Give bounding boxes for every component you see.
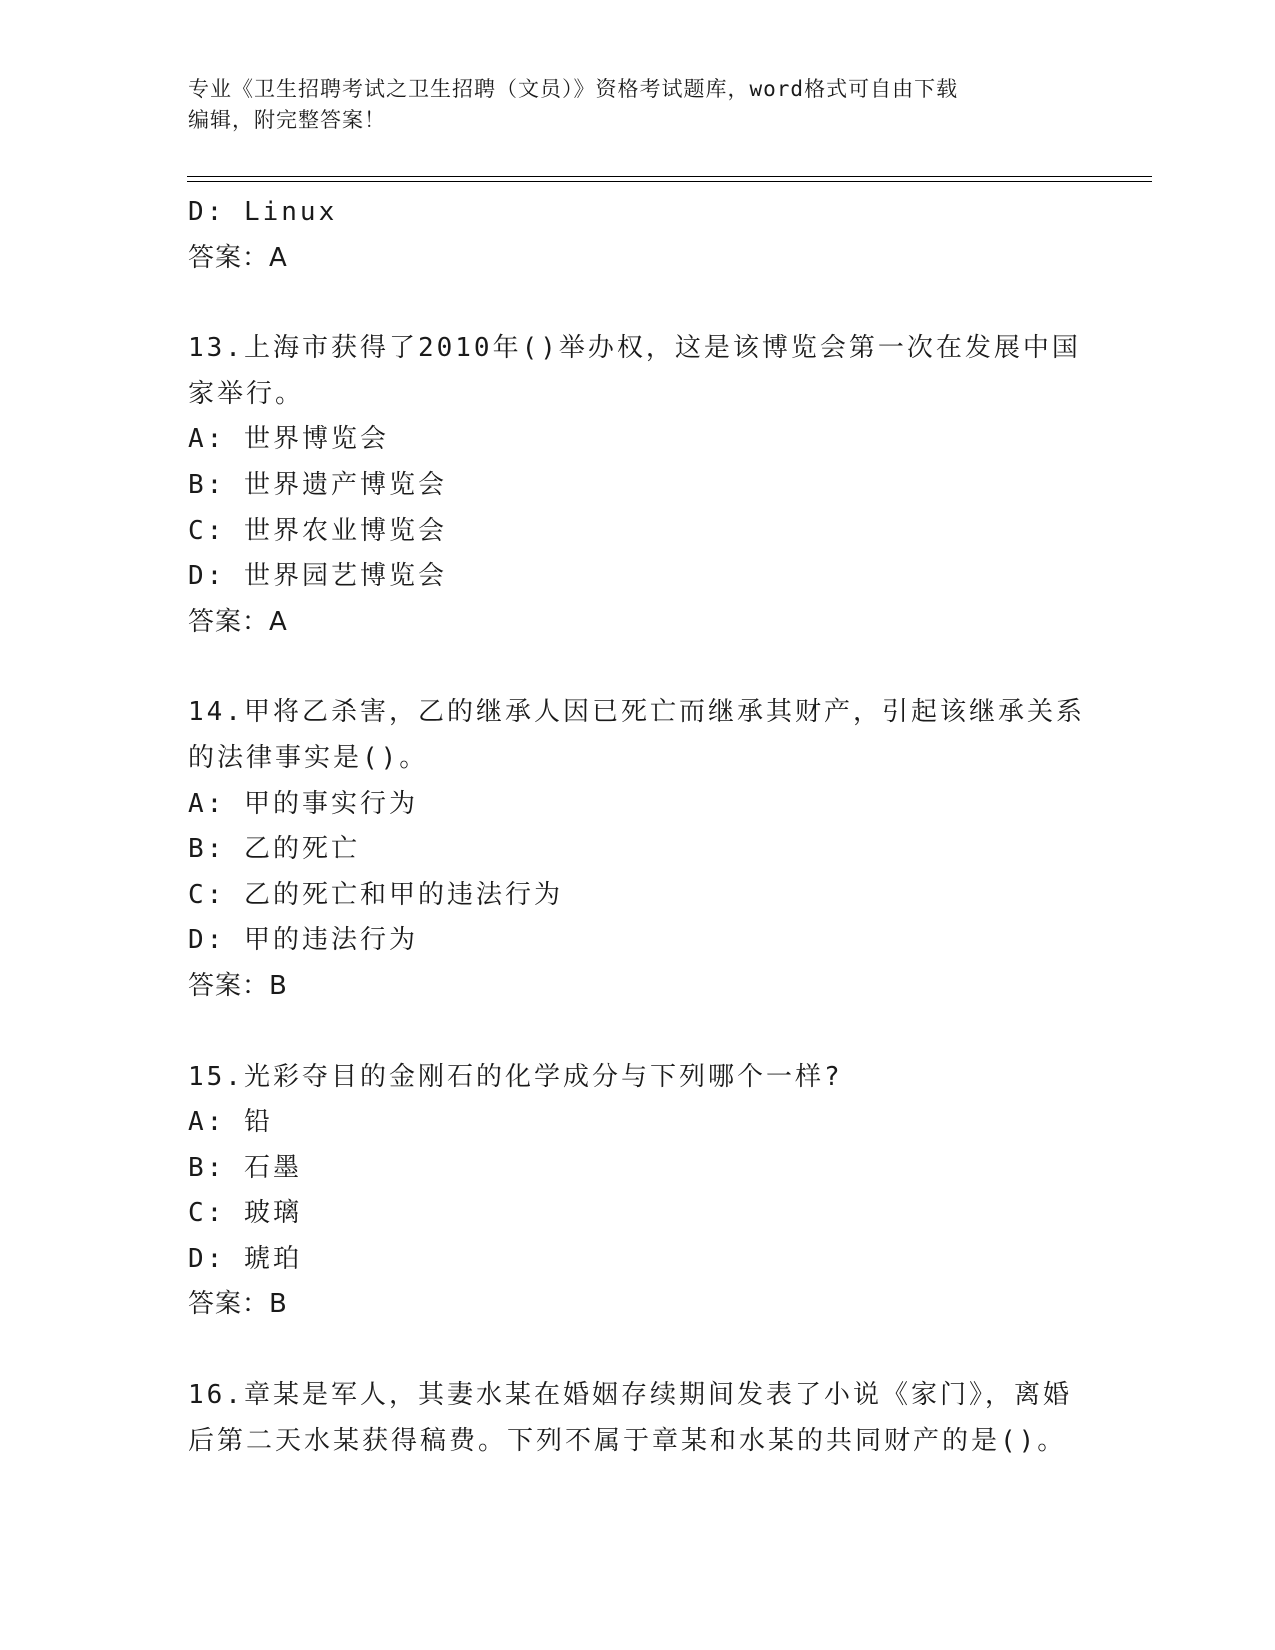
- option-b: B: 世界遗产博览会: [188, 469, 447, 500]
- header-divider-bottom: [187, 181, 1152, 182]
- question-stem: 16.章某是军人，其妻水某在婚姻存续期间发表了小说《家门》，离婚: [188, 1380, 1072, 1411]
- question-13: [188, 326, 1108, 645]
- question-15: [188, 1055, 1108, 1329]
- option-d: D: 琥珀: [188, 1243, 302, 1274]
- option-a: A: 铅: [188, 1107, 273, 1138]
- question-spacer: [188, 1328, 1108, 1373]
- header-line-1: 专业《卫生招聘考试之卫生招聘（文员）》资格考试题库，word格式可自由下载: [188, 77, 959, 101]
- answer-line: 答案：B: [188, 1289, 288, 1320]
- option-a: A: 世界博览会: [188, 424, 389, 455]
- question-stem: 15.光彩夺目的金刚石的化学成分与下列哪个一样?: [188, 1061, 843, 1092]
- header-divider-top: [187, 176, 1152, 177]
- answer-line: 答案：B: [188, 970, 288, 1001]
- question-16: [188, 1373, 1108, 1464]
- option-a: A: 甲的事实行为: [188, 788, 418, 819]
- header-line-2: 编辑，附完整答案！: [188, 108, 386, 132]
- option-c: C: 玻璃: [188, 1198, 302, 1229]
- option-d: D: 世界园艺博览会: [188, 561, 447, 592]
- question-stem: 家举行。: [188, 378, 305, 409]
- answer-line: 答案：A: [188, 242, 288, 273]
- question-list: [188, 190, 1108, 1464]
- question-spacer: [188, 1010, 1108, 1055]
- question-spacer: [188, 281, 1108, 326]
- question-stem: 13.上海市获得了2010年()举办权，这是该博览会第一次在发展中国: [188, 333, 1081, 364]
- question-stem: 后第二天水某获得稿费。下列不属于章某和水某的共同财产的是()。: [188, 1425, 1067, 1456]
- option-d: D: 甲的违法行为: [188, 925, 418, 956]
- option-b: B: 石墨: [188, 1152, 302, 1183]
- option-d: D: Linux: [188, 197, 338, 227]
- question-14: [188, 690, 1108, 1009]
- question-spacer: [188, 645, 1108, 690]
- option-b: B: 乙的死亡: [188, 834, 360, 865]
- question-stem: 的法律事实是()。: [188, 742, 429, 773]
- document-header: [188, 74, 1088, 136]
- question-stem: 14.甲将乙杀害，乙的继承人因已死亡而继承其财产，引起该继承关系: [188, 697, 1085, 728]
- answer-line: 答案：A: [188, 606, 288, 637]
- option-c: C: 乙的死亡和甲的违法行为: [188, 879, 563, 910]
- option-c: C: 世界农业博览会: [188, 515, 447, 546]
